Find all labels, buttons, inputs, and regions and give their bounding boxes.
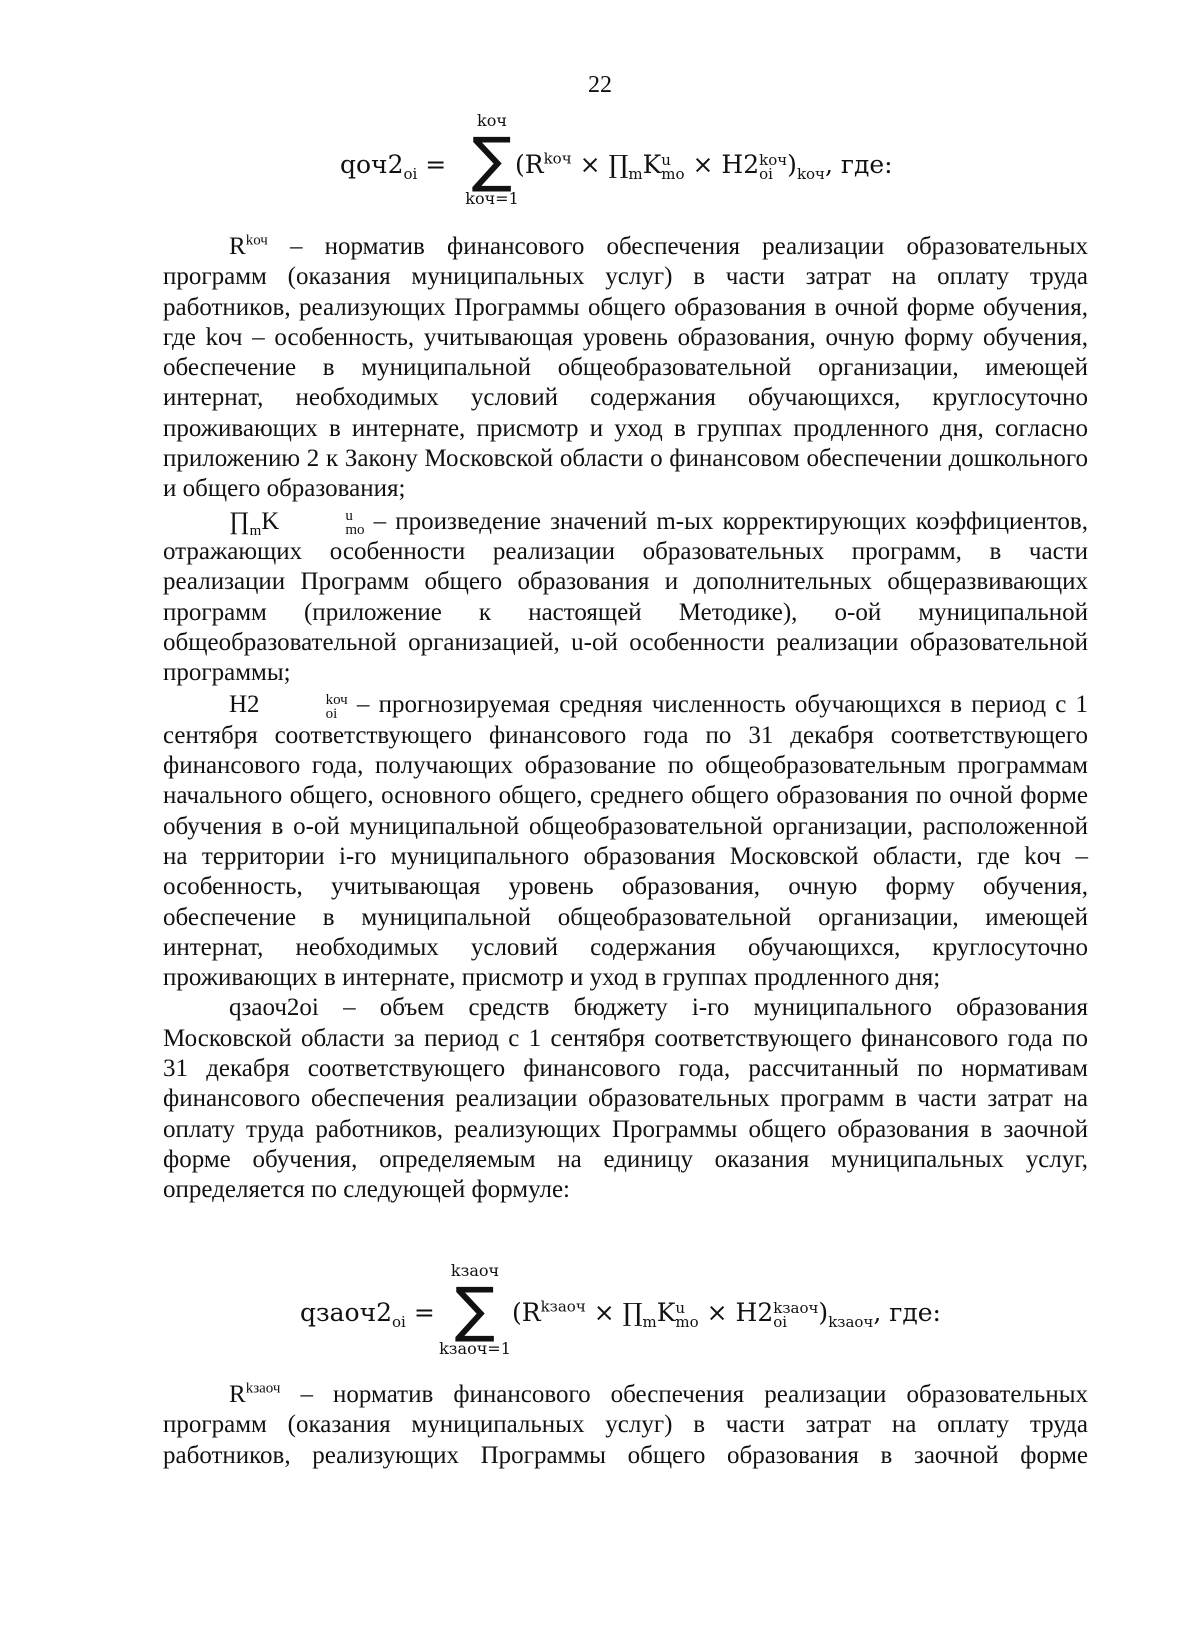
formula-equals: = xyxy=(413,1298,435,1327)
close-sub: kзаоч xyxy=(828,1313,874,1331)
r-superscript: kзаоч xyxy=(245,1380,281,1397)
formula-tail: , где: xyxy=(873,1298,941,1327)
k-indices xyxy=(661,150,685,183)
paragraph-text: – норматив финансового обеспечения реализации образовательных программ (оказания муниципальных услуг) в части затрат на оплату труда работников, реализующих Программы общего образования в заочной форме xyxy=(163,1381,1088,1469)
product-symbol: ∏ xyxy=(229,507,250,535)
r-sup: kзаоч xyxy=(540,1297,586,1316)
r-symbol: R xyxy=(229,233,246,260)
times-1: × xyxy=(571,150,609,179)
paragraph-r-zaoch xyxy=(163,1380,1088,1471)
k-coefficient: K xyxy=(642,150,662,179)
k-sub: mo xyxy=(661,164,685,183)
k-sup: u xyxy=(675,1298,686,1317)
paragraph-text: – прогнозируемая средняя численность обучающихся в период с 1 сентября соответствующего финансового года по 31 декабря соответствующего финансового года, получающих образование по общеобразовательным программам начального общего, основного общего, среднего общего образования по очной форме обучения в о-ой муниципальной общеобразовательной организации, расположенной на территории i-го муниципального образования Московской области, где kоч – особенность, учитывающая уровень образования, очную форму обучения, обеспечение в муниципальной общеобразовательной организации, имеющей интернат, необходимых условий содержания обучающихся, круглосуточно проживающих в интернате, присмотр и уход в группах продленного дня; xyxy=(163,691,1088,992)
formula-lhs-sub: oi xyxy=(403,165,418,183)
product-symbol: ∏ xyxy=(622,1298,643,1327)
product-sub: m xyxy=(628,165,643,183)
sum-upper-limit: kоч xyxy=(477,111,507,130)
k-indices xyxy=(279,509,364,537)
product-symbol: ∏ xyxy=(608,150,629,179)
sum-symbol: ∑ xyxy=(471,125,513,195)
formula-lhs-main: qзаоч2 xyxy=(300,1298,393,1327)
paragraph-text: – произведение значений m-ых корректирующих коэффициентов, отражающих особенности реализации образовательных программ, в части реализации Программ общего образования и дополнительных общеразвивающих программ (приложение к настоящей Методике), о-ой муниципальной общеобразовательной организацией, u-ой особенности реализации образовательной программы; xyxy=(163,507,1088,687)
r-superscript: kоч xyxy=(245,232,268,249)
paragraph-q-zaoch: qзаоч2oi – объем средств бюджету i-го муниципального образования Московской области за период с 1 сентября соответствующего финансового года по 31 декабря соответствующего финансового года, рассчитанный по нормативам финансового обеспечения реализации образовательных программ в части затрат на оплату труда работников, реализующих Программы общего образования в заочной форме обучения, определяемым на единицу оказания муниципальных услуг, определяется по следующей формуле: xyxy=(163,994,1088,1204)
h-indices xyxy=(773,1298,819,1331)
h-sup: kзаоч xyxy=(773,1298,819,1317)
k-sub: mo xyxy=(345,521,365,538)
text-block-2 xyxy=(163,1380,1088,1471)
sum-lower-limit: kоч=1 xyxy=(465,189,519,208)
close-sub: kоч xyxy=(796,165,825,183)
close-paren: ) xyxy=(787,150,797,179)
r-symbol: R xyxy=(229,1381,246,1408)
times-2-h: × Н2 xyxy=(698,1298,774,1327)
r-term: (R xyxy=(515,150,544,179)
sum-upper-limit: kзаоч xyxy=(450,1261,500,1280)
h-symbol: Н2 xyxy=(229,691,260,719)
k-sup: u xyxy=(661,150,671,169)
formula-rhs xyxy=(512,1298,941,1329)
k-sup: u xyxy=(345,507,353,524)
formula-q-zaoch xyxy=(0,1262,1200,1362)
k-symbol: K xyxy=(261,507,280,535)
close-paren: ) xyxy=(818,1298,829,1327)
formula-q-och xyxy=(0,112,1200,212)
h-indices xyxy=(260,693,348,721)
product-sub: m xyxy=(642,1313,657,1331)
paragraph-h-och xyxy=(163,690,1088,993)
product-sub: m xyxy=(249,522,262,539)
h-sup: kоч xyxy=(325,691,348,708)
paragraph-text: – норматив финансового обеспечения реализации образовательных программ (оказания муниципальных услуг) в части затрат на оплату труда работников, реализующих Программы общего образования в очной форме обучения, где kоч – особенность, учитывающая уровень образования, очную форму обучения, обеспечение в муниципальной общеобразовательной организации, имеющей интернат, необходимых условий содержания обучающихся, круглосуточно проживающих в интернате, присмотр и уход в группах продленного дня, согласно приложению 2 к Закону Московской области о финансовом обеспечении дошкольного и общего образования; xyxy=(163,233,1088,503)
formula-tail: , где: xyxy=(824,150,893,179)
k-sub: mo xyxy=(675,1312,699,1331)
page-number: 22 xyxy=(588,72,612,98)
paragraph-prod-k xyxy=(163,507,1088,689)
h-sub: oi xyxy=(325,705,338,722)
formula-rhs xyxy=(515,150,893,181)
text-block-1 xyxy=(163,232,1088,1206)
times-1: × xyxy=(585,1298,623,1327)
sum-symbol: ∑ xyxy=(454,1275,496,1345)
formula-equals: = xyxy=(425,150,447,179)
times-2-h: × Н2 xyxy=(684,150,760,179)
h-sub: oi xyxy=(773,1312,788,1331)
formula-lhs-sub: oi xyxy=(392,1313,406,1331)
h-sup: kоч xyxy=(759,150,788,169)
sum-lower-limit: kзаоч=1 xyxy=(439,1339,511,1358)
paragraph-r-och xyxy=(163,232,1088,505)
h-indices xyxy=(759,150,788,183)
formula-lhs xyxy=(340,150,447,183)
k-indices xyxy=(675,1298,699,1331)
k-coefficient: K xyxy=(656,1298,676,1327)
r-sup: kоч xyxy=(543,149,572,168)
formula-lhs-main: qоч2 xyxy=(340,150,404,179)
h-sub: oi xyxy=(759,164,773,183)
r-term: (R xyxy=(512,1298,541,1327)
